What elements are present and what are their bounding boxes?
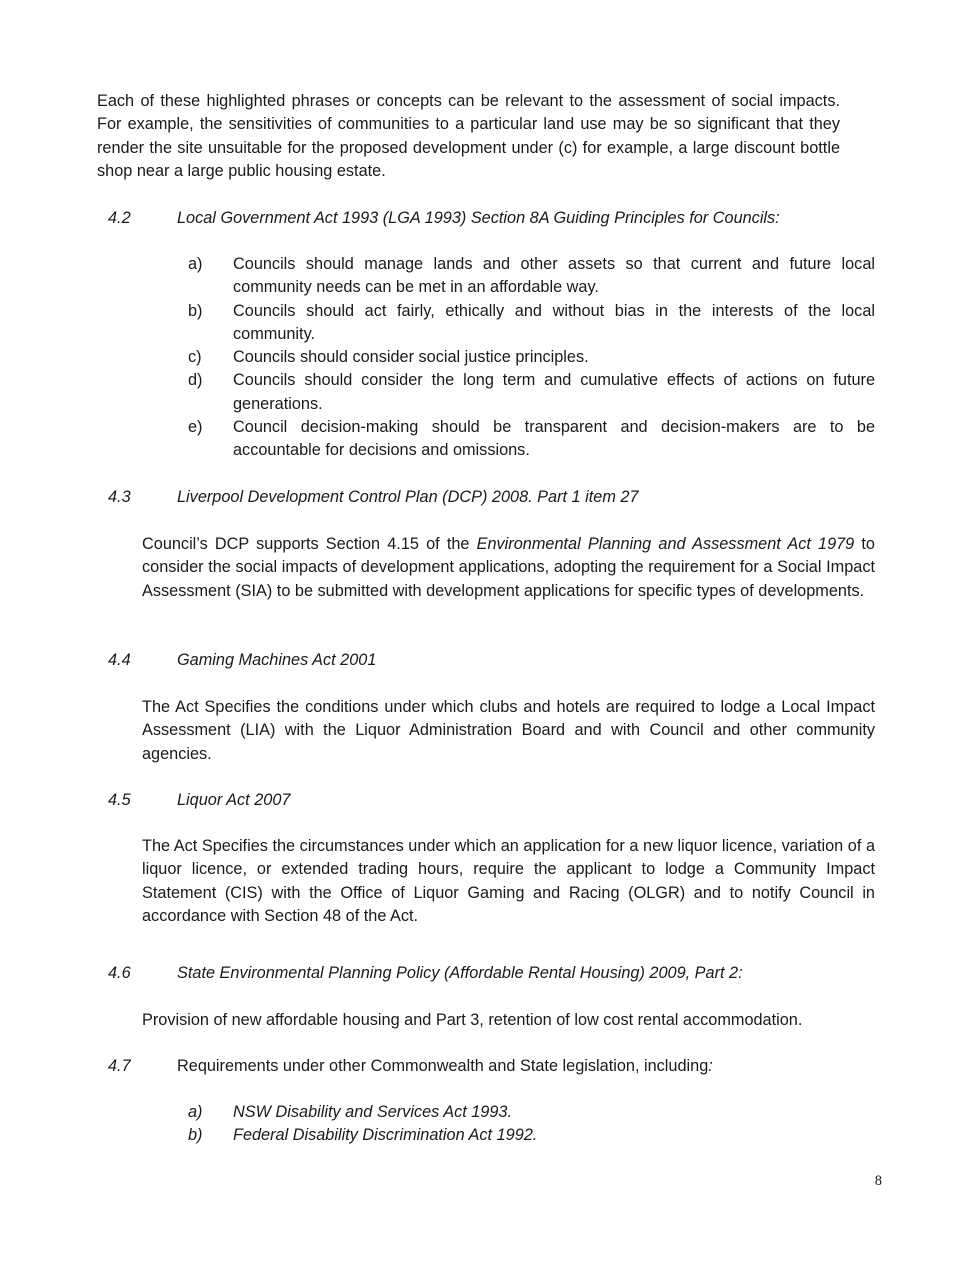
- list-item-text: Councils should consider the long term and cumulative effects of actions on future generations.: [233, 371, 875, 413]
- list-marker: b): [188, 301, 203, 320]
- section-number: 4.3: [108, 488, 131, 506]
- section-4-5-heading: [108, 789, 290, 812]
- section-4-6-heading: [108, 962, 743, 985]
- list-item-text: Councils should consider social justice principles.: [233, 348, 589, 367]
- list-item: [188, 369, 875, 416]
- section-4-3-heading: [108, 486, 639, 509]
- section-4-2-list: [188, 253, 875, 463]
- section-4-4-body: The Act Specifies the conditions under which clubs and hotels are required to lodge a Local Impact Assessment (LIA) with the Liquor Administration Board and with Council and other community agencies.: [142, 698, 875, 763]
- section-number: 4.2: [108, 209, 131, 227]
- list-item: [188, 1124, 875, 1147]
- list-item-text: NSW Disability and Services Act 1993.: [233, 1103, 512, 1121]
- list-marker: d): [188, 371, 203, 390]
- list-item-text: Federal Disability Discrimination Act 1992.: [233, 1126, 538, 1145]
- section-4-4-heading: [108, 649, 376, 672]
- list-marker: c): [188, 348, 202, 367]
- section-4-7-heading: [108, 1055, 713, 1078]
- section-title: Gaming Machines Act 2001: [177, 651, 377, 669]
- section-title: Liquor Act 2007: [177, 791, 291, 809]
- page-number: 8: [874, 1173, 882, 1189]
- list-marker: a): [188, 255, 203, 273]
- intro-paragraph: Each of these highlighted phrases or concepts can be relevant to the assessment of social impacts. For example, the sensitivities of communities to a particular land use may be so significant that they render the site unsuitable for the proposed development under (c) for example, a large discount bottle shop near a large public housing estate.: [97, 92, 840, 180]
- section-title: Local Government Act 1993 (LGA 1993) Section 8A Guiding Principles for Councils:: [177, 209, 780, 227]
- section-4-3-body: [142, 533, 875, 603]
- list-item: [188, 253, 875, 300]
- section-number: 4.7: [108, 1057, 131, 1075]
- title-colon: :: [708, 1057, 713, 1075]
- section-number: 4.5: [108, 791, 131, 809]
- act-name: Environmental Planning and Assessment Act 1979: [476, 535, 855, 553]
- list-marker: b): [188, 1126, 203, 1145]
- section-number: 4.6: [108, 964, 131, 982]
- section-number: 4.4: [108, 651, 131, 669]
- list-item: [188, 1101, 875, 1124]
- body-text: to consider the social impacts of development applications, adopting the requirement for a Social Impact Assessment (SIA) to be submitted with development applications for specific types of developments.: [142, 535, 875, 600]
- section-title: State Environmental Planning Policy (Affordable Rental Housing) 2009, Part 2:: [177, 964, 743, 982]
- list-marker: e): [188, 418, 203, 437]
- list-item: [188, 346, 875, 369]
- list-item-text: Council decision-making should be transparent and decision-makers are to be accountable for decisions and omissions.: [233, 418, 875, 460]
- list-item-text: Councils should act fairly, ethically and without bias in the interests of the local community.: [233, 301, 875, 343]
- body-text: Council’s DCP supports Section 4.15 of the: [142, 535, 477, 553]
- list-marker: a): [188, 1103, 203, 1121]
- section-4-6-body: Provision of new affordable housing and Part 3, retention of low cost rental accommodation.: [142, 1011, 803, 1029]
- section-title: Requirements under other Commonwealth and State legislation, including: [177, 1057, 709, 1075]
- list-item: [188, 300, 875, 347]
- list-item-text: Councils should manage lands and other assets so that current and future local community needs can be met in an affordable way.: [233, 255, 875, 297]
- section-4-5-body: The Act Specifies the circumstances under which an application for a new liquor licence, variation of a liquor licence, or extended trading hours, require the applicant to lodge a Community Impact Statement (CIS) with the Office of Liquor Gaming and Racing (OLGR) and to notify Council in accordance with Section 48 of the Act.: [142, 837, 875, 925]
- section-4-2-heading: [108, 207, 780, 230]
- list-item: [188, 416, 875, 463]
- section-title: Liverpool Development Control Plan (DCP) 2008. Part 1 item 27: [177, 488, 639, 506]
- section-4-7-list: [188, 1101, 875, 1148]
